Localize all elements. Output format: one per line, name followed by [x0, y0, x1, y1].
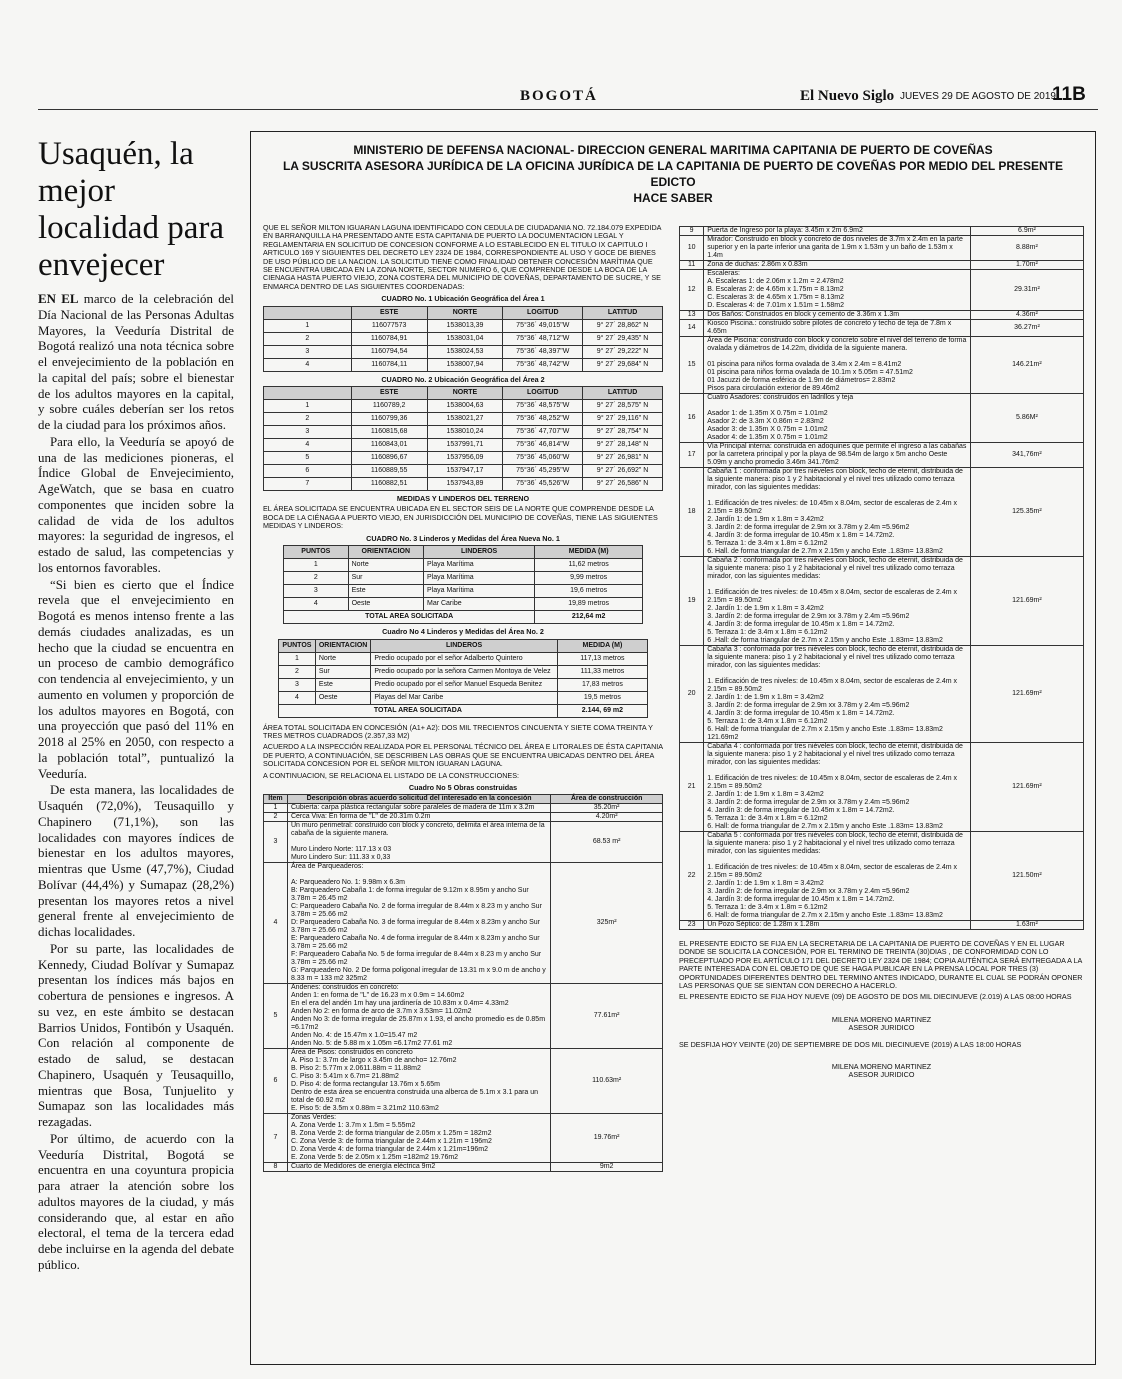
- table-header-cell: Item: [264, 795, 288, 804]
- table-row: [264, 439, 663, 452]
- table-cell: 9° 27´ 28,575" N: [583, 400, 663, 413]
- table-cell: 1537991,71: [427, 439, 503, 452]
- table-header-cell: ORIENTACION: [348, 546, 423, 559]
- cuadro-5-title: Cuadro No 5 Obras construidas: [408, 782, 518, 792]
- table-cell: 1160799,36: [351, 413, 427, 426]
- edict-intro: QUE EL SEÑOR MILTON IGUARAN LAGUNA IDENTIFICADO CON CEDULA DE CIUDADANIA NO. 72.184.079 EXPEDIDA EN BARRANQUILLA HA PRESENTADO ANTE ESTA CAPITANIA DE PUERTO LA DOCUMENTACION LEGAL Y REGLAMENTARIA EN SOLICITUD DE CONCESION CONFORME A LO ESTABLECIDO EN EL TITULO IX CAPITULO I ARTICULO 169 Y SIGUIENTES DEL DECRETO LEY 2324 DE 1984, CORRESPONDIENTE AL USO Y GOCE DE BIENES DE USO PÚBLICO DE LA NACION. LA SOLICITUD TIENE COMO FINALIDAD OBTENER CONCESIÓN MARÍTIMA QUE SE ENCUENTRA UBICADA EN LA ZONA NORTE, SECTOR NUMERO 6, QUE COMPRENDE DESDE LA BOCA DE LA CIENAGA HASTA PUERTO VIEJO, ZONA COSTERA DEL MUNICIPIO DE COVEÑAS, DEPARTAMENTO DE SUCRE, Y SE ENMARCA DENTRO DE LAS SIGUIENTES COORDENADAS:: [263, 223, 662, 291]
- table-header-cell: NORTE: [427, 306, 503, 319]
- table-cell: Escaleras: A. Escaleras 1: de 2.06m x 1.2m = 2.478m2 B. Escaleras 2: de 4.65m x 1.75m = 8.13m2 C. Escaleras 3: de 4.65m x 1.75m = 8.13m2 D. Escaleras 4: de 7.01m x 1.51m = 1.58m2: [704, 270, 971, 311]
- table-header-cell: LATITUD: [583, 306, 663, 319]
- table-cell: Predio ocupado por el señor Manuel Esqueda Benitez: [371, 678, 557, 691]
- table-cell: 4: [279, 691, 316, 704]
- table-header-row: [264, 387, 663, 400]
- table-row: [264, 358, 663, 371]
- table-cell: 1: [284, 559, 349, 572]
- table-cell: 75°36´ 48,575"W: [503, 400, 583, 413]
- table-row: [264, 426, 663, 439]
- table-cell: 36.27m²: [970, 320, 1083, 337]
- table-cell: 9° 27´ 29,116" N: [583, 413, 663, 426]
- table-row: [264, 413, 663, 426]
- table-cell: 1: [279, 652, 316, 665]
- table-cell: 18: [680, 468, 704, 557]
- table-cell: 1538024,53: [427, 345, 503, 358]
- table-cell: Oeste: [315, 691, 370, 704]
- table-cell: 10: [680, 236, 704, 261]
- table-cell: Mirador: Construido en block y concreto de dos niveles de 3.7m x 2.4m en la parte superior y en la parte inferior una garita de 1.9m x 1.53m y un baño de 1.53m x 1.4m: [704, 236, 971, 261]
- article-paragraph: “Si bien es cierto que el Índice revela que el envejecimiento en Bogotá es menos intenso frente a las demás ciudades analizadas, es un hecho que la ciudad se encuentra en un proceso de cambio demográfico con tendencia al envejecimiento, y un aumento en volumen y proporción de los adultos mayores en Bogotá, con una proyección que pasó del 11% en 2018 al 25% en 2050, con respecto a la población total”, puntualizó la Veeduría.: [38, 577, 234, 781]
- table-cell: 23: [680, 921, 704, 930]
- header-rule: [38, 109, 1098, 110]
- cuadro-1-table: [263, 306, 663, 372]
- table-cell: 1.63m²: [970, 921, 1083, 930]
- table-cell: 75°36´ 46,814"W: [503, 439, 583, 452]
- table-cell: 19,5 metros: [557, 691, 647, 704]
- table-cell: Predio ocupado por el señor Adalberto Quintero: [371, 652, 557, 665]
- table-header-cell: LINDEROS: [423, 546, 534, 559]
- table-header-cell: LOGITUD: [503, 306, 583, 319]
- table-row: [680, 394, 1084, 443]
- table-cell: Este: [315, 678, 370, 691]
- table-cell: Kiosco Piscina.: construido sobre pilotes de concreto y techo de teja de 7.8m x 4.65m: [704, 320, 971, 337]
- table-row: [284, 585, 643, 598]
- table-cell: 16: [680, 394, 704, 443]
- table-cell: 35.20m²: [551, 804, 663, 813]
- table-cell: 5: [264, 984, 288, 1049]
- table-cell: 29.31m²: [970, 270, 1083, 311]
- edict-box: [250, 131, 1096, 1365]
- section-name: BOGOTÁ: [520, 88, 598, 104]
- table-header-cell: ORIENTACION: [315, 639, 370, 652]
- table-cell: 14: [680, 320, 704, 337]
- edict-title-line: EDICTO: [650, 175, 696, 189]
- table-row: [680, 311, 1084, 320]
- table-cell: 116077573: [351, 319, 427, 332]
- table-header-row: [264, 795, 663, 804]
- table-cell: Área de Pisos: construidos en concreto A. Piso 1: 3.7m de largo x 3.45m de ancho= 12.76m2 B. Piso 2: 5.77m x 2.0611.88m = 11.88m2 C. Piso 3: 5.41m x 6.7m= 21.88m2 D. Piso 4: de forma rectangular 13.76m x 5.65m Dentro de esta área se encuentra construida una alberca de 5.1m x 3.1 para un total de 60.92 m2 E. Piso 5: de 3.5m x 0.88m = 3.21m2 110.63m2: [287, 1049, 550, 1114]
- table-cell: 2: [284, 572, 349, 585]
- table-row: [264, 452, 663, 465]
- table-row: [264, 1049, 663, 1114]
- table-cell: 9° 27´ 29,222" N: [583, 345, 663, 358]
- cuadro-1-title: CUADRO No. 1 Ubicación Geográfica del Área 1: [381, 294, 545, 304]
- table-row: [680, 236, 1084, 261]
- table-cell: Un muro perimetral: construido con block y concreto, delimita el área interna de la cabaña de la siguiente manera. Muro Lindero Norte: 117.13 x 03 Muro Lindero Sur: 111.33 x 0,33: [287, 822, 550, 863]
- table-cell: 8: [264, 1163, 288, 1172]
- table-cell: 4: [264, 439, 352, 452]
- table-cell: 1160784,91: [351, 332, 427, 345]
- table-cell: 3: [264, 426, 352, 439]
- table-cell: Cerca Viva: En forma de "L" de 20.31m 0.2m: [287, 813, 550, 822]
- table-cell: 1538021,27: [427, 413, 503, 426]
- table-cell: Playa Marítima: [423, 585, 534, 598]
- edict-right-column: [679, 226, 1084, 1080]
- table-total-row: [279, 704, 648, 717]
- table-cell: 9° 27´ 28,862" N: [583, 319, 663, 332]
- table-cell: 15: [680, 337, 704, 394]
- table-cell: 5.86M²: [970, 394, 1083, 443]
- table-cell: 1: [264, 400, 352, 413]
- table-row: [284, 559, 643, 572]
- table-cell: Cabaña 3 : conformada por tres niéveles con block, techo de eternit, distribuida de la siguiente manera: piso 1 y 2 habitacional y el nivel tres utilizado como terraza mirador, con las siguientes medidas: 1. Edificación de tres niveles: de 10.45m x 8.04m, sector de escaleras de 2.4m x 2.15m = 89.50m2 2. Jardín 1: de 1.9m x 1.8m = 3.42m2 3. Jardín 2: de forma irregular de 2.9m xx 3.78m y 2.4m =5.96m2 4. Jardín 3: de forma irregular de 10.45m x 1.8m = 14.72m2. 5. Terraza 1: de 3.4m x 1.8m = 6.12m2 6. Hall: de forma triangular de 2.7m x 2.15m y ancho Este .1.83m= 13.83m2 121.69m2: [704, 646, 971, 743]
- table-header-cell: LATITUD: [583, 387, 663, 400]
- table-header-cell: NORTE: [427, 387, 503, 400]
- table-row: [680, 261, 1084, 270]
- table-cell: 75°36´ 48,397"W: [503, 345, 583, 358]
- table-cell: 9° 27´ 26,586" N: [583, 478, 663, 491]
- table-cell: 7: [264, 1114, 288, 1163]
- edict-left-column: [263, 224, 663, 1172]
- table-header-cell: ESTE: [351, 306, 427, 319]
- table-cell: 75°36´ 48,252"W: [503, 413, 583, 426]
- table-cell: 17: [680, 443, 704, 468]
- cuadro-3-title: CUADRO No. 3 Linderos y Medidas del Área Nueva No. 1: [366, 533, 560, 543]
- fixing-date-text: EL PRESENTE EDICTO SE FIJA HOY NUEVE (09) DE AGOSTO DE DOS MIL DIECINUEVE (2.019) A LAS 08:00 HORAS: [679, 992, 1072, 1002]
- table-header-cell: ESTE: [351, 387, 427, 400]
- signer-role: ASESOR JURIDICO: [848, 1070, 915, 1080]
- table-row: [264, 319, 663, 332]
- table-cell: Andenes: construidos en concreto: Anden 1: en forma de "L" de 16.23 m x 0.9m = 14.60m2 En el era del andén 1m hay una jardinería de 10.83m x 0.4m= 4.33m2 Anden No 2: en forma de arco de 3.7m x 3.53m= 11.02m2 Anden No 3: de forma irregular de 25.87m x 1.93, el ancho promedio es de 0.85m =6.17m2 Anden No. 4: de 15.47m x 1.0=15.47 m2 Anden No. 5: de 5.88 m x 1.05m =6.17m2 77.61 m2: [287, 984, 550, 1049]
- table-cell: 5: [264, 452, 352, 465]
- table-cell: 4: [284, 598, 349, 611]
- table-row: [279, 678, 648, 691]
- table-row: [680, 743, 1084, 832]
- table-header-cell: PUNTOS: [279, 639, 316, 652]
- table-cell: 17,83 metros: [557, 678, 647, 691]
- signer-name: MILENA MORENO MARTINEZ: [831, 1062, 932, 1072]
- table-cell: 2: [264, 813, 288, 822]
- table-cell: 75°36´ 45,526"W: [503, 478, 583, 491]
- table-cell: Cabaña 5 : conformada por tres niéveles con block, techo de eternit, distribuida de la siguiente manera: piso 1 y 2 habitacional y el nivel tres utilizado como terraza mirador, con las siguientes medidas: 1. Edificación de tres niveles: de 10.45m x 8.04m, sector de escaleras de 2.4m x 2.15m = 89.50m2 2. Jardín 1: de 1.9m x 1.8m = 3.42m2 3. Jardín 2: de forma irregular de 2.9m xx 3.78m y 2.4m =5.96m2 4. Jardín 3: de forma irregular de 10.45m x 1.8m = 14.72m2. 5. Terraza 1: de 3.4m x 1.8m = 6.12m2 6. Hall: de forma triangular de 2.7m x 2.15m y ancho Este .1.83m= 13.83m2: [704, 832, 971, 921]
- table-cell: 21: [680, 743, 704, 832]
- table-cell: 19,6 metros: [535, 585, 643, 598]
- table-row: [264, 478, 663, 491]
- table-cell: 2: [264, 413, 352, 426]
- fixing-text: EL PRESENTE EDICTO SE FIJA EN LA SECRETARIA DE LA CAPITANIA DE PUERTO DE COVEÑAS Y EN EL LUGAR DONDE SE SOLICITA LA CONCESIÓN, POR EL TERMINO DE TREINTA (30)DIAS , DE CONFORMIDAD CON LO PRECEPTUADO POR EL ARTÍCULO 171 DEL DECRETO LEY 2324 DE 1984; COPIA AUTÉNTICA SERÁ ENTREGADA A LA PARTE INTERESADA CON EL OBJETO DE QUE SE HAGA PUBLICAR EN LA PRENSA LOCAL POR TRES (3) OPORTUNIDADES DIFERENTES DENTRO DEL TERMINO ANTES INDICADO, DURANTE EL CUAL SE PODRÁN OPONER LAS PERSONAS QUE SE SIENTAN CON DERECHO A HACERLO.: [679, 939, 1083, 991]
- table-row: [680, 557, 1084, 646]
- total-label: TOTAL AREA SOLICITADA: [284, 611, 535, 624]
- table-cell: 146.21m²: [970, 337, 1083, 394]
- table-cell: 1.70m²: [970, 261, 1083, 270]
- table-cell: Área de Piscina: construido con block y concreto sobre el nivel del terreno de forma ovalada y diámetros de 14.22m, dividida de la siguiente manera. 01 piscina para niños forma ovalada de 3.4m x 2.4m = 8.41m2 01 piscina para niños forma ovalada de 10.1m x 5.05m = 47.51m2 01 Jacuzzi de forma esférica de 1.9m de diámetros= 2.83m2 Pisos para circulación exterior de 89.46m2: [704, 337, 971, 394]
- article-paragraph: Por su parte, las localidades de Kennedy, Ciudad Bolívar y Sumapaz presentan los índices más bajos en cobertura de pensiones e ingresos. A su vez, en este ámbito se destacan Barrios Unidos, Fontibón y Usaquén. Con relación al componente de estado de salud, se destacan Chapinero, Usaquén y Teusaquillo, mientras que Bosa, Tunjuelito y Sumapaz son las localidades más rezagadas.: [38, 941, 234, 1129]
- table-cell: 6: [264, 1049, 288, 1114]
- table-cell: 68.53 m²: [551, 822, 663, 863]
- table-cell: 77.61m²: [551, 984, 663, 1049]
- table-cell: 3: [264, 822, 288, 863]
- table-cell: Este: [348, 585, 423, 598]
- table-cell: 341,76m²: [970, 443, 1083, 468]
- cuadro-2-title: CUADRO No. 2 Ubicación Geográfica del Área 2: [381, 374, 545, 384]
- table-row: [264, 1163, 663, 1172]
- table-row: [680, 921, 1084, 930]
- total-label: TOTAL AREA SOLICITADA: [279, 704, 558, 717]
- article-paragraph: Para ello, la Veeduría se apoyó de una de las mediciones pioneras, el Índice Global de Envejecimiento, AgeWatch, que se basa en cuatro componentes que inciden sobre la calidad de vida de los adultos mayores: la seguridad de ingresos, el estado de salud, las competencias y los entornos favorables.: [38, 434, 234, 575]
- table-cell: 1160843,01: [351, 439, 427, 452]
- table-cell: 9,99 metros: [535, 572, 643, 585]
- table-cell: 9: [680, 227, 704, 236]
- table-row: [680, 832, 1084, 921]
- table-cell: 1160794,54: [351, 345, 427, 358]
- table-cell: 4: [264, 863, 288, 984]
- table-cell: 1160784,11: [351, 358, 427, 371]
- table-cell: Cuatro Asadores: construidos en ladrillos y teja Asador 1: de 1.35m X 0.75m = 1.01m2 Asador 2: de 3.3m X 0.86m = 2.83m2 Asador 3: de 1.35m X 0.75m = 1.01m2 Asador 4: de 1.35m X 0.75m = 1.01m2: [704, 394, 971, 443]
- table-cell: 110.63m²: [551, 1049, 663, 1114]
- table-cell: 75°36´ 47,707"W: [503, 426, 583, 439]
- continuation-text: A CONTINUACION, SE RELACIONA EL LISTADO DE LA CONSTRUCCIONES:: [263, 770, 520, 780]
- table-row: [264, 863, 663, 984]
- table-cell: Sur: [348, 572, 423, 585]
- table-cell: 75°36´ 48,742"W: [503, 358, 583, 371]
- obras-table-right: [679, 226, 1084, 930]
- table-cell: Predio ocupado por la señora Carmen Montoya de Velez: [371, 665, 557, 678]
- table-row: [264, 984, 663, 1049]
- table-cell: 4.20m²: [551, 813, 663, 822]
- table-cell: 75°36´ 45,295"W: [503, 465, 583, 478]
- edict-title-line: HACE SABER: [633, 191, 713, 205]
- linderos-title: MEDIDAS Y LINDEROS DEL TERRENO: [396, 494, 530, 504]
- table-header-cell: MEDIDA (M): [535, 546, 643, 559]
- table-cell: 111,33 metros: [557, 665, 647, 678]
- table-cell: 6.9m²: [970, 227, 1083, 236]
- signature-block: [679, 1016, 1084, 1033]
- table-cell: Un Pozo Séptico: de 1.28m x 1.28m: [704, 921, 971, 930]
- table-cell: 1160896,67: [351, 452, 427, 465]
- article-paragraph: Por último, de acuerdo con la Veeduría Distrital, Bogotá se encuentra en una coyuntura propicia para atraer la atención sobre los adultos mayores de la ciudad, y más considerando que, al estar en año electoral, el tema de la tercera edad debe incluirse en la agenda del debate público.: [38, 1131, 234, 1272]
- table-row: [284, 572, 643, 585]
- table-row: [680, 337, 1084, 394]
- table-cell: Puerta de Ingreso por la playa: 3.45m x 2m 6.9m2: [704, 227, 971, 236]
- article-body: [38, 292, 234, 1274]
- table-row: [284, 598, 643, 611]
- table-cell: 11: [680, 261, 704, 270]
- table-cell: 3: [264, 345, 352, 358]
- table-header-cell: Descripción obras acuerdo solicitud del interesado en la concesión: [287, 795, 550, 804]
- table-cell: 2: [279, 665, 316, 678]
- table-cell: 9m2: [551, 1163, 663, 1172]
- cuadro-2-table: [263, 386, 663, 491]
- total-value: 212,64 m2: [535, 611, 643, 624]
- table-header-row: [264, 306, 663, 319]
- table-row: [680, 320, 1084, 337]
- table-cell: Playa Marítima: [423, 572, 534, 585]
- table-cell: 1160815,68: [351, 426, 427, 439]
- table-cell: Área de Parqueaderos: A: Parqueadero No. 1: 9.98m x 6.3m B: Parqueadero Cabaña 1: de forma irregular de 9.12m x 8.95m y ancho Sur 3.78m = 26.45 m2 C: Parqueadero Cabaña No. 2 de forma irregular de 8.44m x 8.23 m y ancho Sur 3.78m = 25.66 m2 D: Parqueadero Cabaña No. 3 de forma irregular de 8.44m x 8.23m y ancho Sur 3.78m = 25.66 m2 E: Parqueadero Cabaña No. 4 de forma irregular de 8.44m x 8.23m y ancho Sur 3.78m = 25.66 m2 F: Parqueadero Cabaña No. 5 de forma irregular de 8.44m x 8.23 m y ancho Sur 3.78m = 25.66 m2 G: Parqueadero No. 2 De forma poligonal irregular de 13.31 m x 9.0 m de ancho y 8.33 m = 133 m2 325m2: [287, 863, 550, 984]
- table-cell: 325m²: [551, 863, 663, 984]
- article: [38, 136, 234, 1275]
- table-row: [680, 443, 1084, 468]
- signature-block: [679, 1063, 1084, 1080]
- table-cell: 117,13 metros: [557, 652, 647, 665]
- table-total-row: [284, 611, 643, 624]
- edict-title-line: MINISTERIO DE DEFENSA NACIONAL- DIRECCION GENERAL MARITIMA CAPITANIA DE PUERTO DE COVEÑAS: [353, 143, 993, 157]
- edict-title: [251, 142, 1095, 206]
- table-cell: 19.76m²: [551, 1114, 663, 1163]
- page-number: 11B: [1052, 84, 1086, 105]
- cuadro-3-table: [283, 545, 643, 624]
- table-cell: 20: [680, 646, 704, 743]
- table-cell: 9° 27´ 26,981" N: [583, 452, 663, 465]
- table-cell: Mar Caribe: [423, 598, 534, 611]
- table-cell: 9° 27´ 29,684" N: [583, 358, 663, 371]
- table-row: [264, 1114, 663, 1163]
- table-header-cell: [264, 306, 352, 319]
- table-row: [264, 822, 663, 863]
- table-row: [680, 468, 1084, 557]
- table-cell: 125.35m²: [970, 468, 1083, 557]
- table-cell: 9° 27´ 28,148" N: [583, 439, 663, 452]
- table-row: [279, 665, 648, 678]
- table-cell: 1538004,63: [427, 400, 503, 413]
- table-cell: Cabaña 4 : conformada por tres niéveles con block, techo de eternit, distribuida de la siguiente manera: piso 1 y 2 habitacional y el nivel tres utilizado como terraza mirador, con las siguientes medidas: 1. Edificación de tres niveles: de 10.45m x 8.04m, sector de escaleras de 2.4m x 2.15m = 89.50m2 2. Jardín 1: de 1.9m x 1.8m = 3.42m2 3. Jardín 2: de forma irregular de 2.9m xx 3.78m y 2.4m =5.96m2 4. Jardín 3: de forma irregular de 10.45m x 1.8m = 14.72m2. 5. Terraza 1: de 3.4m x 1.8m = 6.12m2 6. Hall: de forma triangular de 2.7m x 2.15m y ancho Este .1.83m= 13.83m2: [704, 743, 971, 832]
- table-cell: 1160882,51: [351, 478, 427, 491]
- table-cell: 1: [264, 319, 352, 332]
- table-row: [264, 465, 663, 478]
- publication-date: JUEVES 29 DE AGOSTO DE 2019: [900, 91, 1056, 102]
- table-cell: 3: [284, 585, 349, 598]
- table-cell: Playa Marítima: [423, 559, 534, 572]
- table-cell: 9° 27´ 26,692" N: [583, 465, 663, 478]
- table-cell: Norte: [315, 652, 370, 665]
- table-cell: 121.69m²: [970, 743, 1083, 832]
- table-cell: 11,62 metros: [535, 559, 643, 572]
- table-cell: 22: [680, 832, 704, 921]
- table-cell: Vía Principal interna: construida en adoquines que permite el ingreso a las cabañas por la carretera principal y por la playa de 98.54m de largo x 5m ancho Oeste 5.09m y ancho promedio 3.46m 341.76m2: [704, 443, 971, 468]
- table-cell: 19: [680, 557, 704, 646]
- table-cell: Cabaña 2 : conformada por tres niéveles con block, techo de eternit, distribuida de la siguiente manera: piso 1 y 2 habitacional y el nivel tres utilizado como terraza mirador, con las siguientes medidas: 1. Edificación de tres niveles: de 10.45m x 8.04m, sector de escaleras de 2.4m x 2.15m = 89.50m2 2. Jardín 1: de 1.9m x 1.8m = 3.42m2 3. Jardín 2: de forma irregular de 2.9m xx 3.78m y 2.4m =5.96m2 4. Jardín 3: de forma irregular de 10.45m x 1.8m = 14.72m2. 5. Terraza 1: de 3.4m x 1.8m = 6.12m2 6 .Hall: de forma triangular de 2.7m x 2.15m y ancho Este .1.83m= 13.83m2: [704, 557, 971, 646]
- article-lead: EN EL: [38, 292, 79, 306]
- table-cell: Oeste: [348, 598, 423, 611]
- table-header-row: [279, 639, 648, 652]
- area-total-text: ÁREA TOTAL SOLICITADA EN CONCESIÓN (A1+ A2): DOS MIL TRECIENTOS CINCUENTA Y SIETE COMA TREINTA Y TRES METROS CUADRADOS (2.357,33 M2): [263, 722, 653, 740]
- cuadro-4-table: [278, 639, 648, 718]
- inspection-text: ACUERDO A LA INSPECCIÓN REALIZADA POR EL PERSONAL TÉCNICO DEL ÁREA E LITORALES DE ÉSTA CAPITANIA DE PUERTO, A CONTINUACIÓN, SE DESCRIBEN LAS OBRAS QUE SE ENCUENTRA UBICADAS DENTRO DEL ÁREA SOLICITADA CONCESION POR EL SEÑOR MILTON IGUARAN LAGUNA.: [263, 742, 663, 769]
- table-cell: 121.69m²: [970, 646, 1083, 743]
- table-cell: 6: [264, 465, 352, 478]
- table-row: [264, 332, 663, 345]
- table-header-row: [284, 546, 643, 559]
- linderos-text: EL ÁREA SOLICITADA SE ENCUENTRA UBICADA EN EL SECTOR SEIS DE LA NORTE QUE COMPRENDE DESDE LA BOCA DE LA CIÉNAGA A PUERTO VIEJO, EN JURISDICCIÓN DEL MUNICIPIO DE COVEÑAS, TIENE LAS SIGUIENTES MEDIDAS Y LINDEROS:: [263, 504, 658, 531]
- table-cell: 7: [264, 478, 352, 491]
- table-cell: 75°36´ 45,060"W: [503, 452, 583, 465]
- table-cell: 1160789,2: [351, 400, 427, 413]
- table-row: [279, 652, 648, 665]
- article-paragraph: EN EL marco de la celebración del Día Nacional de las Personas Adultas Mayores, la Veeduría Distrital de Bogotá realizó una nota técnica sobre el envejecimiento de la población en la capital del país; sobre el bienestar de los adultos mayores en la capital, y sobre cuáles deberían ser los retos de la ciudad para los próximos años.: [38, 292, 234, 432]
- table-cell: 4: [264, 358, 352, 371]
- table-cell: 1538013,39: [427, 319, 503, 332]
- table-cell: 19,89 metros: [535, 598, 643, 611]
- table-cell: 121.69m²: [970, 557, 1083, 646]
- table-cell: 1537947,17: [427, 465, 503, 478]
- table-cell: 9° 27´ 28,754" N: [583, 426, 663, 439]
- obras-table-left: [263, 794, 663, 1172]
- table-cell: 1537943,89: [427, 478, 503, 491]
- table-cell: 1160889,55: [351, 465, 427, 478]
- table-cell: Dos Baños: Construidos en block y cemento de 3.36m x 1.3m: [704, 311, 971, 320]
- table-cell: 12: [680, 270, 704, 311]
- total-value: 2.144, 69 m2: [557, 704, 647, 717]
- table-header-cell: Área de construcción: [551, 795, 663, 804]
- table-cell: Cubierta: carpa plástica rectangular sobre paraleles de madera de 11m x 3.2m: [287, 804, 550, 813]
- article-paragraph: De esta manera, las localidades de Usaquén (72,0%), Teusaquillo y Chapinero (71,1%), son las localidades con mayores índices de bienestar en los adultos mayores, mientras que Usme (47,7%), Ciudad Bolívar (44,4%) y Sumapaz (28,2%) presentan los mayores retos a nivel general frente al envejecimiento de dichas localidades.: [38, 783, 234, 939]
- table-header-cell: PUNTOS: [284, 546, 349, 559]
- signer-role: ASESOR JURIDICO: [848, 1023, 915, 1033]
- table-header-cell: MEDIDA (M): [557, 639, 647, 652]
- table-cell: Zona de duchas: 2.86m x 0.83m: [704, 261, 971, 270]
- table-cell: Cabaña 1 : conformada por tres niéveles con block, techo de eternit, distribuida de la siguiente manera: piso 1 y 2 habitacional y el nivel tres utilizado como terraza mirador, con las siguientes medidas: 1. Edificación de tres niveles: de 10.45m x 8.04m, sector de escaleras de 2.4m x 2.15m = 89.50m2 2. Jardín 1: de 1.9m x 1.8m = 3.42m2 3. Jardín 2: de forma irregular de 2.9m xx 3.78m y 2.4m =5.96m2 4. Jardín 3: de forma irregular de 10.45m x 1.8m = 14.72m2. 5. Terraza 1: de 3.4m x 1.8m = 6.12m2 6. Hall. de forma triangular de 2.7m x 2.15m y ancho Este .1.83m= 13.83m2: [704, 468, 971, 557]
- table-cell: 9° 27´ 29,435" N: [583, 332, 663, 345]
- table-row: [279, 691, 648, 704]
- table-header-cell: [264, 387, 352, 400]
- table-cell: 1538010,24: [427, 426, 503, 439]
- table-cell: 121.50m²: [970, 832, 1083, 921]
- table-cell: 1538031,04: [427, 332, 503, 345]
- table-row: [264, 345, 663, 358]
- table-cell: Sur: [315, 665, 370, 678]
- table-cell: Cuarto de Medidores de energía eléctrica 9m2: [287, 1163, 550, 1172]
- table-cell: Playas del Mar Caribe: [371, 691, 557, 704]
- table-cell: 75°36´ 49,015"W: [503, 319, 583, 332]
- table-row: [680, 227, 1084, 236]
- table-row: [264, 813, 663, 822]
- cuadro-4-title: Cuadro No 4 Linderos y Medidas del Área No. 2: [382, 627, 544, 637]
- table-header-cell: LOGITUD: [503, 387, 583, 400]
- table-cell: 2: [264, 332, 352, 345]
- table-cell: 3: [279, 678, 316, 691]
- signer-name: MILENA MORENO MARTINEZ: [831, 1014, 932, 1024]
- table-row: [680, 270, 1084, 311]
- newspaper-name: El Nuevo Siglo: [800, 88, 895, 104]
- unfixing-date-text: SE DESFIJA HOY VEINTE (20) DE SEPTIEMBRE DE DOS MIL DIECINUEVE (2019) A LAS 18:00 HORAS: [679, 1039, 1022, 1049]
- table-cell: 13: [680, 311, 704, 320]
- table-cell: 4.36m²: [970, 311, 1083, 320]
- table-cell: Zonas Verdes: A. Zona Verde 1: 3.7m x 1.5m = 5.55m2 B. Zona Verde 2: de forma triangular de 2.05m x 1.25m = 182m2 C. Zona Verde 3: de forma triangular de 2.44m x 1.21m = 196m2 D. Zona Verde 4: de forma triangular de 2.44m x 1.21m=196m2 E. Zona Verde 5: de 2.05m x 1.25m =182m2 19.76m2: [287, 1114, 550, 1163]
- table-cell: Norte: [348, 559, 423, 572]
- table-cell: 8.88m²: [970, 236, 1083, 261]
- table-header-cell: LINDEROS: [371, 639, 557, 652]
- table-row: [680, 646, 1084, 743]
- table-cell: 75°36´ 48,712"W: [503, 332, 583, 345]
- table-row: [264, 804, 663, 813]
- edict-title-line: LA SUSCRITA ASESORA JURÍDICA DE LA OFICINA JURÍDICA DE LA CAPITANIA DE PUERTO DE COVEÑAS POR MEDIO DEL PRESENTE: [282, 159, 1064, 173]
- article-headline: Usaquén, la mejor localidad para envejecer: [38, 136, 224, 283]
- table-cell: 1: [264, 804, 288, 813]
- table-cell: 1538007,94: [427, 358, 503, 371]
- table-row: [264, 400, 663, 413]
- table-cell: 1537956,09: [427, 452, 503, 465]
